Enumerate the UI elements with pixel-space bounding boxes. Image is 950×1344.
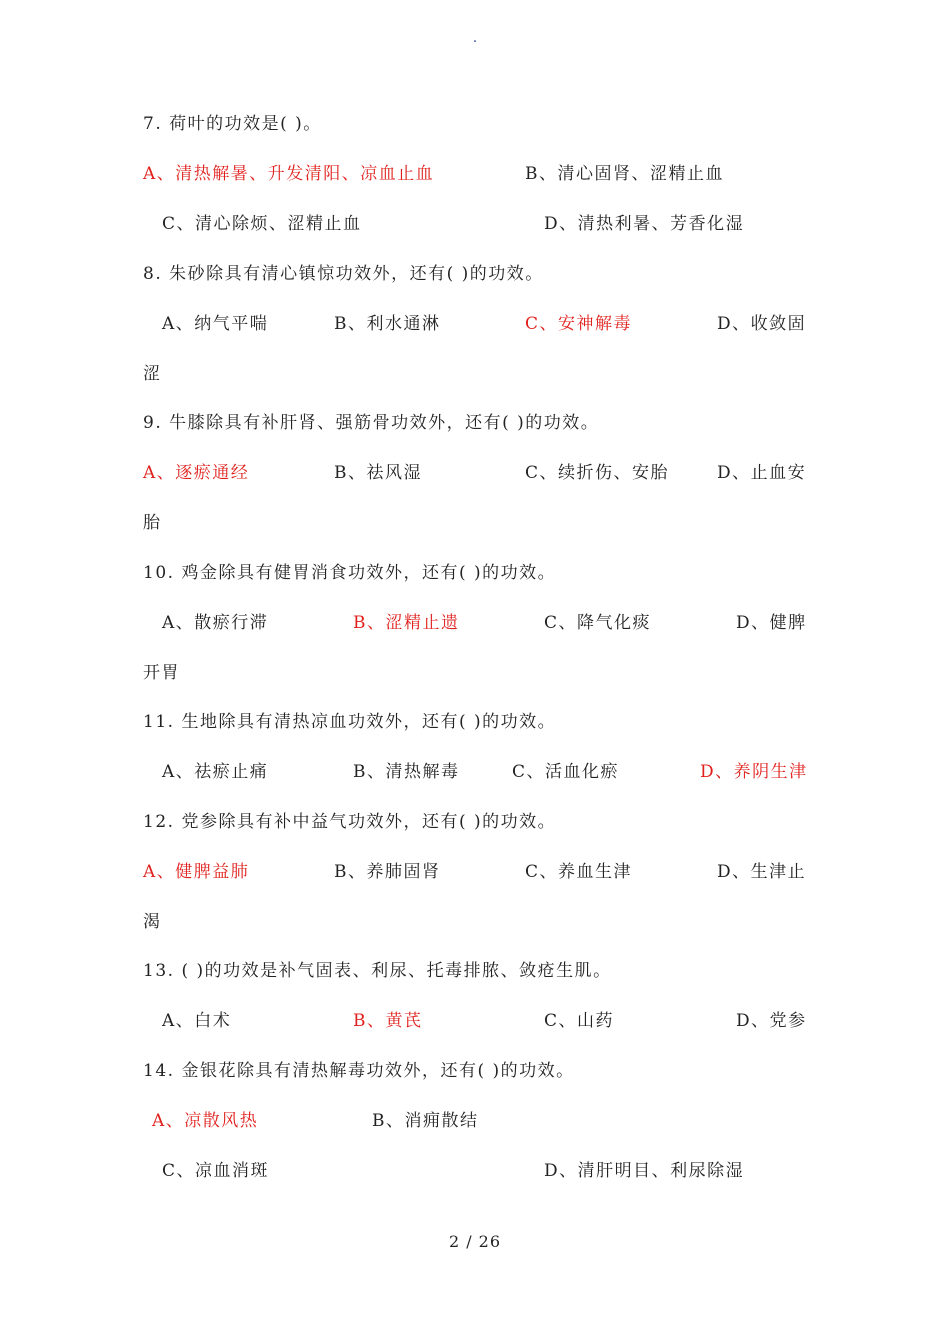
- question-9-stem: 9. 牛膝除具有补肝肾、强筋骨功效外，还有( )的功效。: [143, 413, 600, 433]
- question-11-option-c: C、活血化瘀: [512, 762, 620, 782]
- question-9-option-d-continued: 胎: [143, 513, 162, 533]
- question-8-stem: 8. 朱砂除具有清心镇惊功效外，还有( )的功效。: [143, 264, 544, 284]
- question-11-option-b: B、清热解毒: [353, 762, 460, 782]
- question-10-option-d: D、健脾: [736, 613, 807, 633]
- question-9-option-d: D、止血安: [717, 463, 807, 483]
- question-12-stem: 12. 党参除具有补中益气功效外，还有( )的功效。: [143, 812, 557, 832]
- question-13-option-c: C、山药: [544, 1011, 615, 1031]
- question-8-option-c: C、安神解毒: [525, 314, 633, 334]
- header-mark: .: [472, 30, 478, 46]
- question-13-stem: 13. ( )的功效是补气固表、利尿、托毒排脓、敛疮生肌。: [143, 961, 612, 981]
- question-12-option-d-continued: 渴: [143, 912, 162, 932]
- question-10-option-a: A、散瘀行滞: [162, 613, 269, 633]
- question-11-option-d: D、养阴生津: [700, 762, 808, 782]
- question-14-option-c: C、凉血消斑: [162, 1161, 270, 1181]
- question-7-option-a: A、清热解暑、升发清阳、凉血止血: [143, 164, 435, 184]
- question-14-option-d: D、清肝明目、利尿除湿: [544, 1161, 745, 1181]
- question-13-option-d: D、党参: [736, 1011, 807, 1031]
- question-14-stem: 14. 金银花除具有清热解毒功效外，还有( )的功效。: [143, 1061, 575, 1081]
- question-13-option-b: B、黄芪: [353, 1011, 423, 1031]
- question-11-stem: 11. 生地除具有清热凉血功效外，还有( )的功效。: [143, 712, 557, 732]
- question-11-option-a: A、祛瘀止痛: [162, 762, 269, 782]
- question-8-option-a: A、纳气平喘: [162, 314, 269, 334]
- question-9-option-b: B、祛风湿: [334, 463, 422, 483]
- question-12-option-d: D、生津止: [717, 862, 807, 882]
- question-9-option-a: A、逐瘀通经: [143, 463, 250, 483]
- question-14-option-b: B、消痈散结: [372, 1111, 479, 1131]
- question-7-option-b: B、清心固肾、涩精止血: [525, 164, 724, 184]
- question-12-option-c: C、养血生津: [525, 862, 633, 882]
- question-13-option-a: A、白术: [162, 1011, 232, 1031]
- question-10-option-d-continued: 开胃: [143, 663, 180, 683]
- question-7-stem: 7. 荷叶的功效是( )。: [143, 114, 322, 134]
- question-8-option-b: B、利水通淋: [334, 314, 441, 334]
- question-12-option-a: A、健脾益肺: [143, 862, 250, 882]
- question-12-option-b: B、养肺固肾: [334, 862, 441, 882]
- question-9-option-c: C、续折伤、安胎: [525, 463, 670, 483]
- question-10-stem: 10. 鸡金除具有健胃消食功效外，还有( )的功效。: [143, 563, 557, 583]
- page-number: 2 / 26: [448, 1232, 502, 1251]
- question-14-option-a: A、凉散风热: [152, 1111, 259, 1131]
- question-8-option-d: D、收敛固: [717, 314, 807, 334]
- question-7-option-c: C、清心除烦、涩精止血: [162, 214, 362, 234]
- question-10-option-c: C、降气化痰: [544, 613, 652, 633]
- question-10-option-b: B、涩精止遗: [353, 613, 460, 633]
- question-7-option-d: D、清热利暑、芳香化湿: [544, 214, 745, 234]
- question-8-option-d-continued: 涩: [143, 364, 162, 384]
